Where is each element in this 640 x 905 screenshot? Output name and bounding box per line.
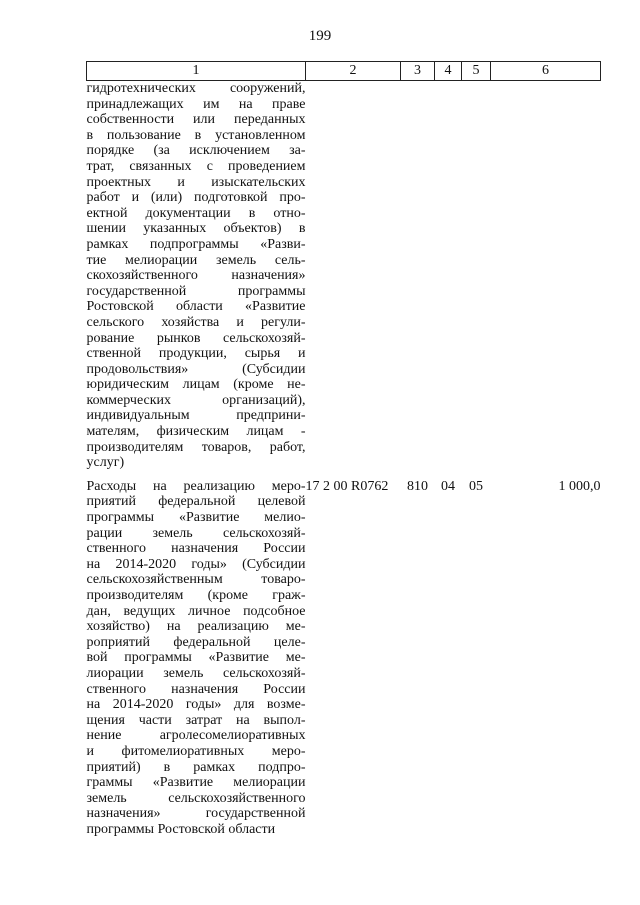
- description-line: государственной программы: [86, 283, 306, 299]
- description-line: производителям (кроме граж-: [86, 588, 306, 603]
- column-header-4: 4: [435, 62, 462, 81]
- table-row: [87, 81, 601, 479]
- column-header-5: 5: [462, 62, 491, 81]
- description-line: работ и (или) подготовкой про-: [86, 190, 306, 206]
- row-amount: [491, 81, 601, 479]
- description-line: трат, связанных с проведением: [86, 158, 306, 174]
- description-line: индивидуальным предприни-: [86, 408, 306, 424]
- description-line: Ростовской области «Развитие: [86, 299, 306, 315]
- row-col5: [462, 81, 491, 479]
- budget-table: [86, 61, 601, 838]
- description-line: коммерческих организаций),: [86, 392, 306, 408]
- description-line: гидротехнических сооружений,: [86, 81, 306, 96]
- description-line: принадлежащих им на праве: [86, 96, 306, 112]
- row-amount: 1 000,0: [558, 478, 601, 494]
- description-line: сельского хозяйства и регули-: [86, 314, 306, 330]
- row-col5: 05: [469, 478, 483, 494]
- description-line: собственности или переданных: [86, 112, 306, 128]
- description-line: программы Ростовской области: [86, 821, 276, 837]
- description-line: назначения» государственной: [86, 806, 306, 822]
- row-code: [306, 81, 401, 479]
- description-line: производителям товаров, работ,: [86, 439, 306, 455]
- description-line: на 2014-2020 годы» (Субсидии: [86, 556, 306, 572]
- row-col3: [401, 81, 435, 479]
- column-header-2: 2: [306, 62, 401, 81]
- row-col4: [435, 81, 462, 479]
- column-header-1: 1: [87, 62, 306, 81]
- description-line: программы «Развитие мелио-: [86, 510, 306, 526]
- description-line: и фитомелиоративных меро-: [86, 743, 306, 759]
- description-line: нение агролесомелиоративных: [86, 728, 306, 744]
- description-line: порядке (за исключением за-: [86, 143, 306, 159]
- page-number: 199: [308, 28, 332, 44]
- description-line: приятий) в рамках подпро-: [86, 759, 306, 775]
- description-line: щения части затрат на выпол-: [86, 712, 306, 728]
- description-line: ственной продукции, сырья и: [86, 346, 306, 362]
- row-code: 17 2 00 R0762: [305, 478, 389, 494]
- description-line: ственного назначения России: [86, 681, 306, 697]
- table-row: [87, 479, 601, 838]
- description-line: рование рынков сельскохозяй-: [86, 330, 306, 346]
- description-line: Расходы на реализацию меро-: [86, 478, 306, 494]
- description-line: сельскохозяйственным товаро-: [86, 572, 306, 588]
- description-line: ектной документации в отно-: [86, 205, 306, 221]
- description-line: ственного назначения России: [86, 541, 306, 557]
- description-line: вой программы «Развитие ме-: [86, 650, 306, 666]
- column-header-3: 3: [401, 62, 435, 81]
- description-line: дан, ведущих личное подсобное: [86, 603, 306, 619]
- description-line: юридическим лицам (кроме не-: [86, 377, 306, 393]
- description-line: услуг): [86, 455, 125, 471]
- description-line: роприятий федеральной целе-: [86, 634, 306, 650]
- description-line: рации земель сельскохозяй-: [86, 525, 306, 541]
- description-line: рамках подпрограммы «Разви-: [86, 236, 306, 252]
- description-line: приятий федеральной целевой: [86, 494, 306, 510]
- description-line: лиорации земель сельскохозяй-: [86, 665, 306, 681]
- table-header-row: [87, 62, 601, 81]
- description-line: земель сельскохозяйственного: [86, 790, 306, 806]
- description-line: хозяйство) на реализацию ме-: [86, 619, 306, 635]
- description-line: на 2014-2020 годы» для возме-: [86, 697, 306, 713]
- description-line: продовольствия» (Субсидии: [86, 361, 306, 377]
- description-line: в пользование в установленном: [86, 127, 306, 143]
- description-line: шении указанных объектов) в: [86, 221, 306, 237]
- description-line: мателям, физическим лицам -: [86, 424, 306, 440]
- description-line: проектных и изыскательских: [86, 174, 306, 190]
- row-col4: 04: [441, 478, 455, 494]
- column-header-6: 6: [491, 62, 601, 81]
- description-line: граммы «Развитие мелиорации: [86, 775, 306, 791]
- row-description: [87, 479, 306, 838]
- description-line: тие мелиорации земель сель-: [86, 252, 306, 268]
- description-line: скохозяйственного назначения»: [86, 268, 306, 284]
- row-col3: 810: [407, 478, 428, 494]
- row-description: [87, 81, 306, 479]
